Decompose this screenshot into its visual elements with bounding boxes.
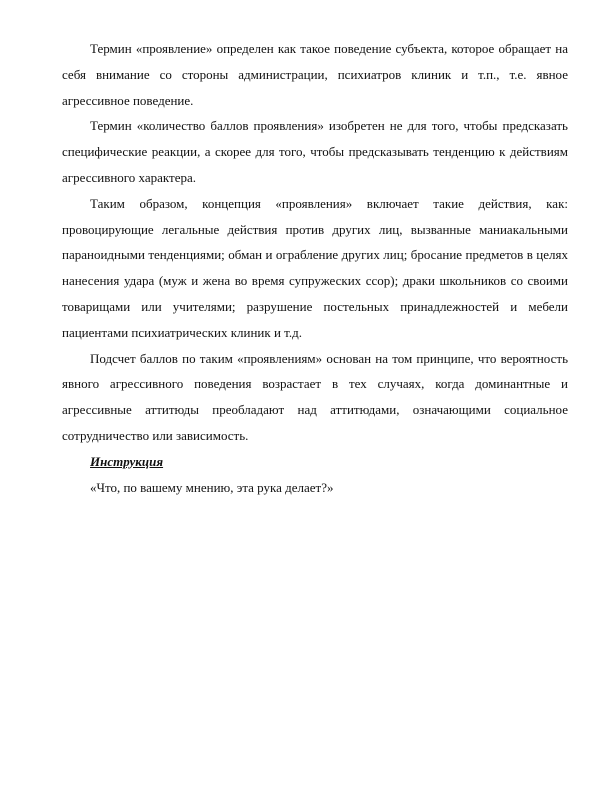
paragraph-score-purpose: Термин «количество баллов проявления» изобретен не для того, чтобы предсказать специфические реакции, а скорее для того, чтобы предсказывать тенденцию к действиям агрессивного характера.	[62, 118, 568, 185]
document-body	[62, 36, 568, 500]
instruction-text: «Что, по вашему мнению, эта рука делает?»	[90, 479, 334, 495]
paragraph-definition-manifestation: Термин «проявление» определен как такое поведение субъекта, которое обращает на себя внимание со стороны администрации, психиатров клиник и т.п., т.е. явное агрессивное поведение.	[62, 41, 568, 108]
paragraph-scoring-principle: Подсчет баллов по таким «проявлениям» основан на том принципе, что вероятность явного агрессивного поведения возрастает в тех случаях, когда доминантные и агрессивные аттитюды преобладают над аттитюдами, означающими социальное сотрудничество или зависимость.	[62, 350, 568, 443]
paragraph-concept-examples: Таким образом, концепция «проявления» включает такие действия, как: провоцирующие легальные действия против других лиц, вызванные маниакальными параноидными тенденциями; обман и ограбление других лиц; бросание предметов в целях нанесения удара (муж и жена во время супружеских ссор); драки школьников со своими товарищами или учителями; разрушение постельных принадлежностей и мебели пациентами психиатрических клиник и т.д.	[62, 195, 568, 340]
instruction-heading: Инструкция	[90, 453, 164, 469]
